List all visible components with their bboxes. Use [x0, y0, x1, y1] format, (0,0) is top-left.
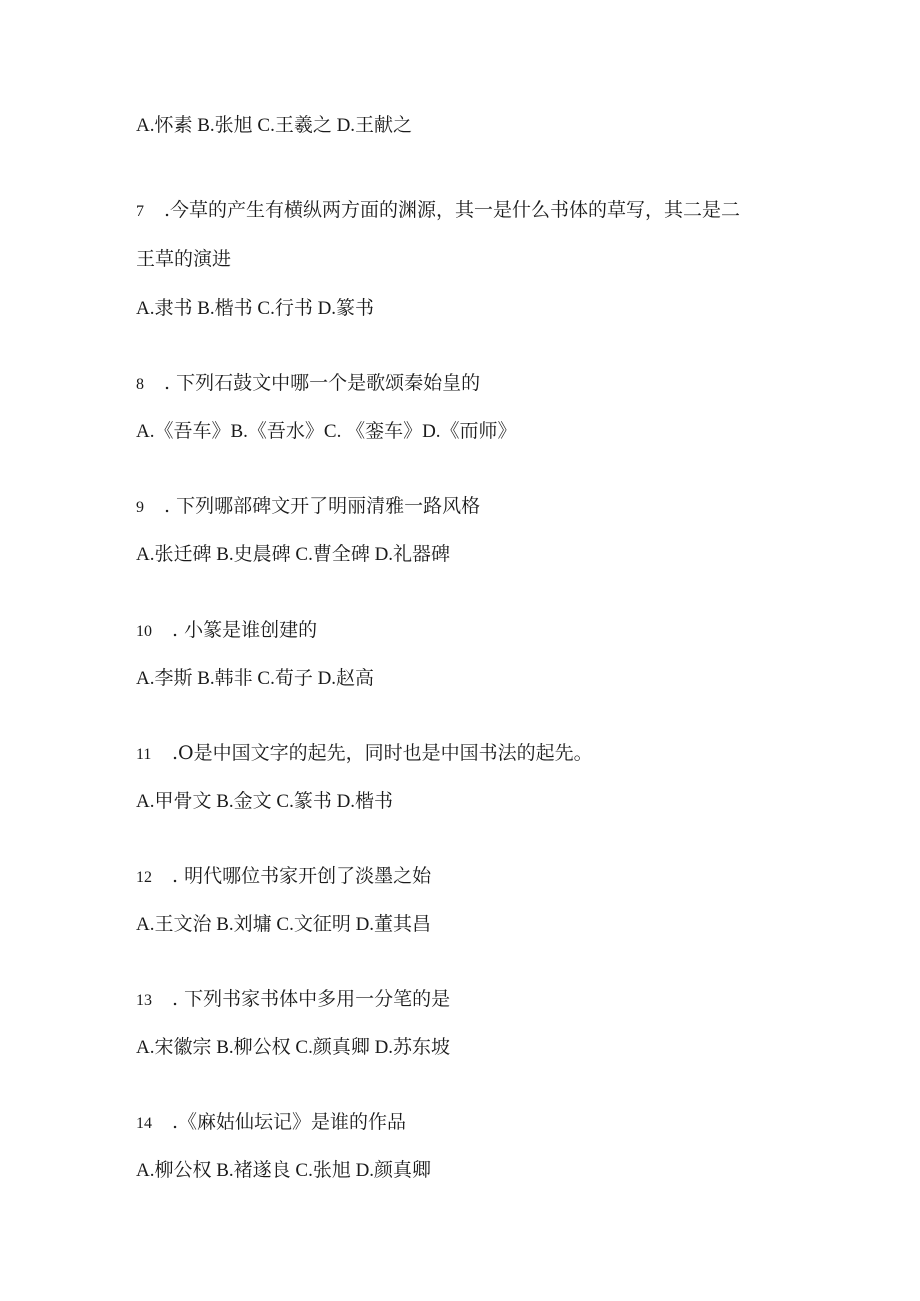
options-line-6: A.怀素 B.张旭 C.王羲之 D.王献之	[136, 115, 413, 136]
question-text: . 下列哪部碑文开了明丽清雅一路风格	[164, 495, 481, 517]
options-line-7: A.隶书 B.楷书 C.行书 D.篆书	[136, 298, 375, 319]
options-line-13: A.宋徽宗 B.柳公权 C.颜真卿 D.苏东坡	[136, 1037, 451, 1058]
question-number: 9	[136, 499, 144, 516]
question-number: 14	[136, 1115, 152, 1132]
question-text: . 小篆是谁创建的	[172, 619, 318, 641]
options-line-12: A.王文治 B.刘墉 C.文征明 D.董其昌	[136, 914, 432, 935]
question-number: 10	[136, 623, 152, 640]
question-number: 11	[136, 746, 152, 763]
options-line-9: A.张迁碑 B.史晨碑 C.曹全碑 D.礼器碑	[136, 544, 451, 565]
question-13	[136, 986, 450, 1014]
question-text: .O是中国文字的起先，同时也是中国书法的起先。	[172, 742, 593, 764]
question-7	[136, 197, 740, 225]
question-11	[136, 740, 593, 768]
question-text: . 下列书家书体中多用一分笔的是	[172, 988, 451, 1010]
question-9	[136, 493, 480, 521]
question-7-continuation: 王草的演进	[136, 248, 232, 270]
options-line-11: A.甲骨文 B.金文 C.篆书 D.楷书	[136, 791, 394, 812]
question-12	[136, 863, 431, 891]
options-line-14: A.柳公权 B.褚遂良 C.张旭 D.颜真卿	[136, 1160, 432, 1181]
question-number: 8	[136, 376, 144, 393]
question-14	[136, 1109, 406, 1137]
question-8	[136, 370, 480, 398]
question-text: .今草的产生有横纵两方面的渊源，其一是什么书体的草写，其二是二	[164, 199, 741, 221]
options-line-8: A.《吾车》B.《吾水》C. 《銮车》D.《而师》	[136, 421, 517, 442]
question-number: 12	[136, 869, 152, 886]
question-text: .《麻姑仙坛记》是谁的作品	[172, 1111, 407, 1133]
question-text: . 下列石鼓文中哪一个是歌颂秦始皇的	[164, 372, 481, 394]
question-number: 13	[136, 992, 152, 1009]
question-10	[136, 617, 317, 645]
options-line-10: A.李斯 B.韩非 C.荀子 D.赵高	[136, 668, 375, 689]
question-number: 7	[136, 203, 144, 220]
question-text: . 明代哪位书家开创了淡墨之始	[172, 865, 432, 887]
